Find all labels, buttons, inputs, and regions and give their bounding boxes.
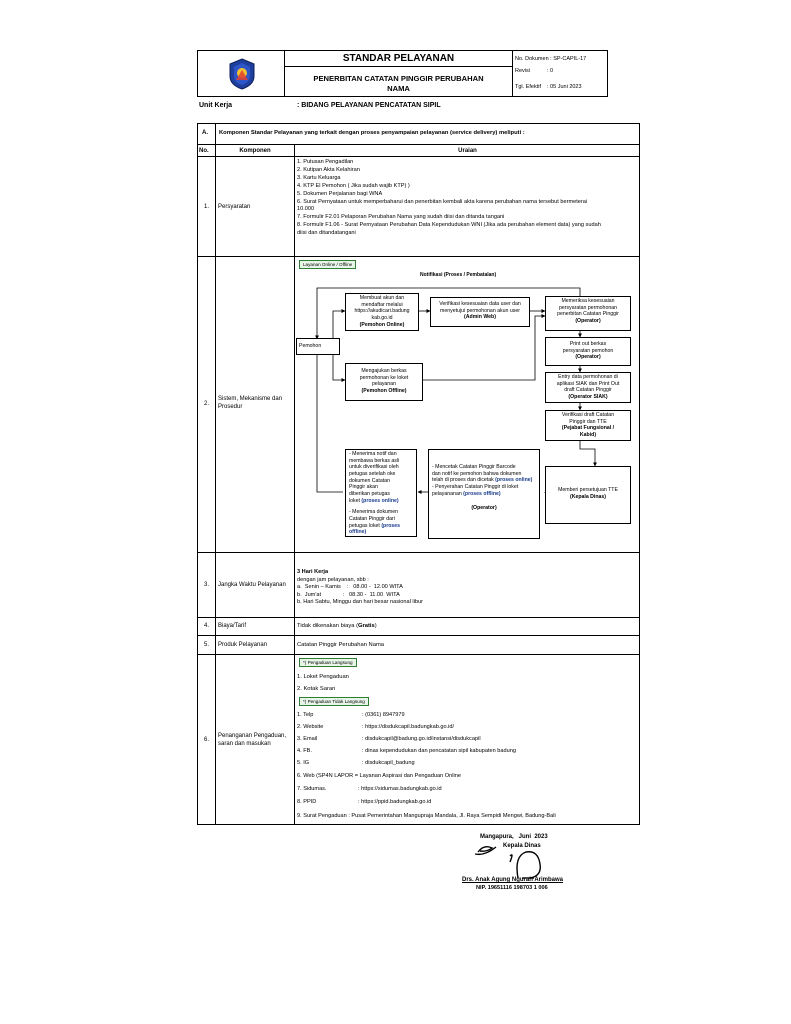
contact-label: 4. FB.	[297, 748, 312, 754]
list-item: 7. Formulir F2.01 Pelaporan Perubahan Nama yang sudah diisi dan ditanda tangani	[297, 214, 505, 221]
contact-value: : disdukcapil@badung.go.id/instansi/disdukcapil	[362, 736, 481, 742]
badung-logo-icon	[227, 58, 257, 90]
contact-label: 3. Email	[297, 736, 318, 742]
flow-box-verif: Verifikasi kesesuaian data user dan menyetujui permohonan akun user (Admin Web)	[430, 297, 530, 327]
list-item: 2. Kutipan Akta Kelahiran	[297, 166, 360, 173]
section-a-text: Komponen Standar Pelayanan yang terkait dengan proses penyampaian pelayanan (service delivery) meliputi :	[219, 130, 525, 136]
row-komponen-2b: Prosedur	[218, 404, 243, 410]
list-item: 4. KTP El Pemohon ( Jika sudah wajib KTP) )	[297, 182, 410, 189]
row-komponen-3: Jangka Waktu Pelayanan	[218, 582, 286, 588]
jangka-title: 3 Hari Kerja	[297, 569, 329, 575]
list-item: 6. Surat Pernyataan untuk memperbaharui dan penerbitan kembali akta karena perubahan nama tersebut bermeterai	[297, 198, 588, 205]
list-item: 8. Formulir F1.06 - Surat Pernyataan Perubahan Data Kependudukan WNI (Jika ada perubahan element data) yang sudah	[297, 222, 601, 229]
row-no-5: 5.	[204, 642, 210, 648]
flow-box-cetak: - Mencetak Catatan Pinggir Barcode dan notif ke pemohon bahwa dokumen telah di proses dan dicetak (proses online) - Penyerahan Catatan Pinggir di loket pelayananan (proses offline) (Operator)	[428, 449, 540, 539]
row-komponen-4: Biaya/Tarif	[218, 623, 247, 629]
contact-surat: 9. Surat Pengaduan : Pusat Pemerintahan Mangupraja Mandala, Jl. Raya Sempidi Mengwi, Badung-Bali	[297, 813, 556, 819]
revisi-label: Revisi	[515, 68, 530, 74]
flow-box-entry: Entry data permohonan di aplikasi SIAK dan Print Out draft Catatan Pinggir (Operator SIAK)	[545, 372, 631, 403]
flow-notif: Notifikasi (Proses / Pembatalan)	[420, 272, 497, 278]
contact-label: 2. Website	[297, 724, 324, 730]
flow-box-pemohon	[296, 338, 340, 355]
flow-box-vdraft: Verifikasi draft Catatan Pinggir dan TTE (Pejabat Fungsional / Kabid)	[545, 410, 631, 441]
flow-pemohon-label: Pemohon	[299, 343, 322, 349]
sign-position: Kepala Dinas	[503, 843, 541, 849]
flow-box-terima: - Menerima notif dan membawa berkas asli untuk diverifikasi oleh petugas setelah oke dokumen Catatan Pinggir akan diberikan petugas loket (proses online) - Menerima dokumen Catatan Pinggir dari petugas loket (proses offline)	[345, 449, 417, 537]
sign-place-date: Mangapura, Juni 2023	[480, 834, 548, 840]
sign-name: Drs. Anak Agung Ngurah Arimbawa	[462, 877, 564, 883]
contact-value: : https://sidumas.badungkab.go.id	[358, 786, 442, 792]
list-item: 3. Kartu Keluarga	[297, 174, 341, 181]
list-item: 10.000	[297, 206, 315, 213]
col-uraian: Uraian	[458, 148, 477, 154]
row-komponen-6a: Penanganan Pengaduan,	[218, 733, 287, 739]
persyaratan-list	[297, 159, 601, 238]
contact-label: 1. Telp	[297, 712, 314, 718]
pengaduan-loket: 1. Loket Pengaduan	[297, 674, 349, 680]
contact-label: 5. IG	[297, 760, 310, 766]
biaya-text: Tidak dikenakan biaya (Gratis)	[297, 623, 377, 629]
unit-label: Unit Kerja	[199, 102, 233, 109]
row-komponen-2a: Sistem, Mekanisme dan	[218, 396, 283, 402]
col-komponen: Komponen	[239, 148, 271, 154]
flow-box-print: Print out berkas persyaratan pemohon (Operator)	[545, 337, 631, 366]
row-no-3: 3.	[204, 582, 210, 588]
section-a-letter: A.	[202, 130, 208, 136]
list-item: 5. Dokumen Perjalanan bagi WNA	[297, 190, 383, 197]
jangka-waktu: 3 Hari Kerja dengan jam pelayanan, sbb : a. Senin – Kamis : 08.00 - 12.00 WITA b. Jum'at : 08.30 - 11.00 WITA b. Hari Sabtu, Minggu dan hari besar nasional libur	[297, 569, 423, 606]
flow-tag: Layanan Online / Offline	[299, 260, 356, 269]
header-title: STANDAR PELAYANAN	[342, 53, 455, 64]
list-item: 1. Putusan Pengadilan	[297, 159, 354, 165]
tgl-value: : 05 Juni 2023	[547, 84, 582, 90]
row-no-1: 1.	[204, 204, 210, 210]
revisi-value: : 0	[547, 68, 554, 74]
header-subtitle-1: PENERBITAN CATATAN PINGGIR PERUBAHAN	[313, 74, 484, 83]
tgl-label: Tgl. Efektif	[515, 84, 541, 90]
contact-value: : https://disdukcapil.badungkab.go.id/	[362, 724, 455, 730]
row-no-4: 4.	[204, 623, 210, 629]
row-no-6: 6.	[204, 737, 210, 743]
contact-label: 7. Sidumas.	[297, 786, 327, 792]
flow-box-periksa: Memeriksa kesesuaian persyaratan permohonan penerbitan Catatan Pinggir (Operator)	[545, 296, 631, 331]
tag-pengaduan-langsung: *) Pengaduan Langsung	[299, 658, 357, 667]
handwritten-signature-icon	[470, 838, 560, 882]
flow-box-online: Membuat akun dan mendaftar melalui https://akudicari.badung kab.go.id (Pemohon Online)	[345, 293, 419, 331]
contact-value: : dinas kependudukan dan pencatatan sipil kabupaten badung	[362, 748, 516, 754]
col-no: No.	[199, 148, 209, 154]
contact-value: : https://ppid.badungkab.go.id	[358, 799, 432, 805]
tag-pengaduan-tidak-langsung: *) Pengaduan Tidak Langsung	[299, 697, 369, 706]
flow-box-tte: Memberi persetujuan TTE (Kepala Dinas)	[545, 466, 631, 524]
pengaduan-kotak: 2. Kotak Saran	[297, 686, 336, 692]
unit-value: : BIDANG PELAYANAN PENCATATAN SIPIL	[297, 102, 441, 109]
sign-nip: NIP. 19651116 198703 1 006	[476, 885, 548, 891]
contact-value: : disdukcapil_badung	[362, 760, 415, 766]
list-item: diisi dan ditandatangani	[297, 230, 356, 237]
header-subtitle-2: NAMA	[387, 84, 410, 93]
row-komponen-1: Persyaratan	[218, 204, 251, 210]
contact-label: 8. PPID	[297, 799, 317, 805]
row-komponen-6b: saran dan masukan	[218, 741, 271, 747]
contact-value: : (0361) 8947979	[362, 712, 405, 718]
produk-text: Catatan Pinggir Perubahan Nama	[297, 642, 385, 648]
contact-web: 6. Web (SP4N LAPOR = Layanan Aspirasi dan Pengaduan Online	[297, 773, 461, 779]
row-komponen-5: Produk Pelayanan	[218, 642, 268, 648]
flow-box-offline: Mengajukan berkas permohonan ke loket pelayanan (Pemohon Offline)	[345, 363, 423, 401]
doc-no: No. Dokumen : SP-CAPIL-17	[515, 56, 587, 62]
row-no-2: 2.	[204, 401, 210, 407]
